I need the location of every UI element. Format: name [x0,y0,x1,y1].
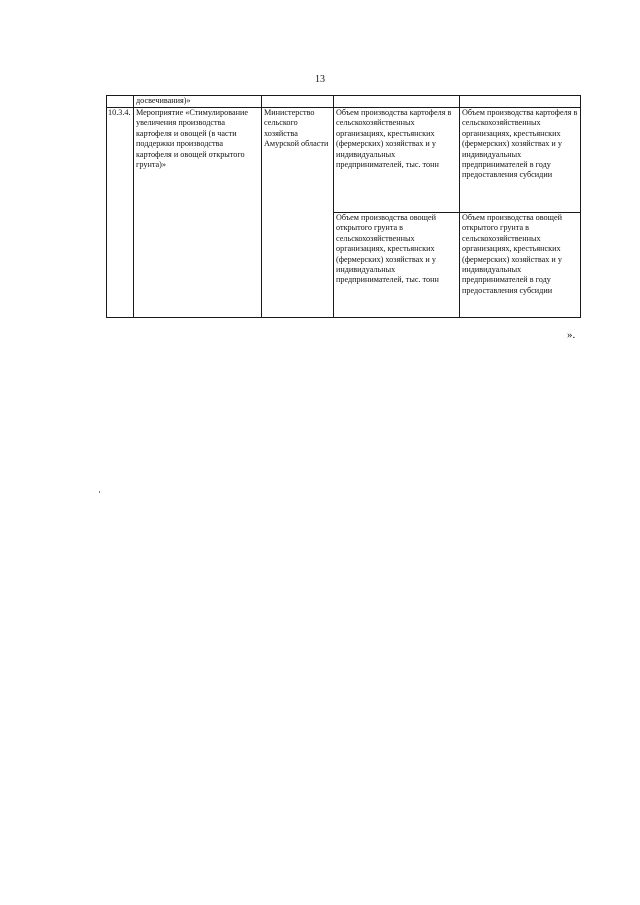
cell-indicator-vegetables: Объем производства овощей открытого грунта в сельскохозяйственных организациях, крестьянских (фермерских) хозяйствах и у индивидуальных предпринимателей, тыс. тонн [334,213,460,318]
page-number: 13 [315,74,325,85]
prev-cell-result [460,96,581,108]
cell-indicator-potato: Объем производства картофеля в сельскохозяйственных организациях, крестьянских (фермерских) хозяйствах и у индивидуальных предпринимателей, тыс. тонн [334,108,460,213]
prev-cell-indicator [334,96,460,108]
cell-result-potato: Объем производства картофеля в сельскохозяйственных организациях, крестьянских (фермерских) хозяйствах и у индивидуальных предпринимателей в году предоставления субсидии [460,108,581,213]
cell-result-vegetables: Объем производства овощей открытого грунта в сельскохозяйственных организациях, крестьянских (фермерских) хозяйствах и у индивидуальных предпринимателей в году предоставления субсидии [460,213,581,318]
table-row [107,108,581,213]
cell-row-number: 10.3.4. [107,108,134,318]
cell-measure-name: Мероприятие «Стимулирование увеличения производства картофеля и овощей (в части поддержки производства картофеля и овощей открытого грунта)» [134,108,262,318]
cell-executor: Министерство сельского хозяйства Амурской области [262,108,334,318]
table-row-previous [107,96,581,108]
closing-quote: ». [567,329,576,341]
scan-speck [99,491,100,493]
prev-cell-number [107,96,134,108]
prev-cell-executor [262,96,334,108]
measures-table [106,95,581,318]
prev-cell-name: досвечивания)» [134,96,262,108]
